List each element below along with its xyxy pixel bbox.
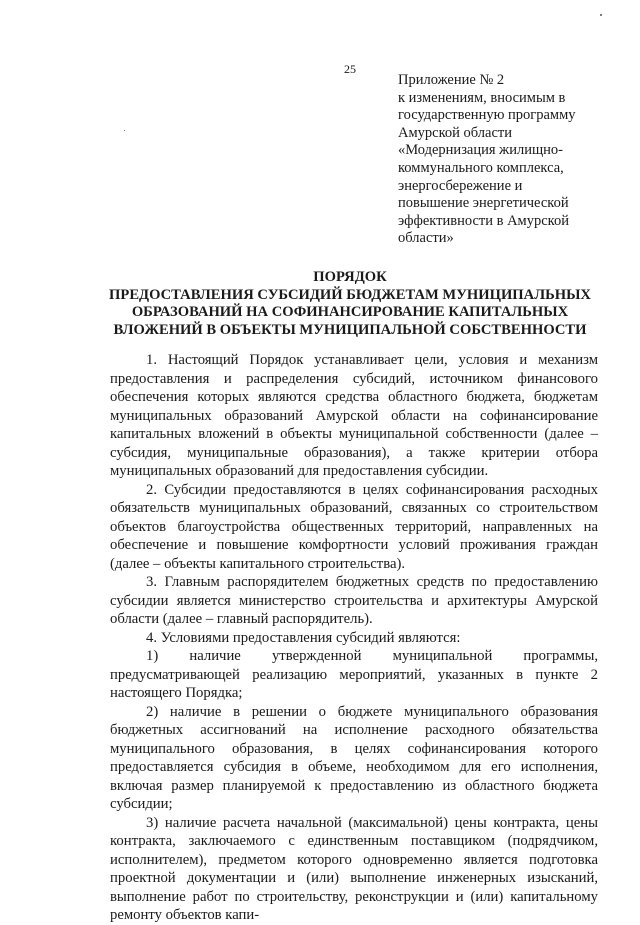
appendix-line: Амурской области: [398, 124, 512, 141]
document-heading: [90, 269, 610, 339]
paragraph-4: 4. Условиями предоставления субсидий являются:: [146, 629, 461, 646]
heading-title: ПОРЯДОК: [313, 269, 387, 285]
paragraph-2: 2. Субсидии предоставляются в целях софинансирования расходных обязательств муниципальных образований, связанных со строительством объектов благоустройства общественных территорий, направленных на обеспечение и повышение комфортности условий проживания граждан (далее – объекты капитального строительства).: [110, 481, 598, 572]
appendix-line: эффективности в Амурской: [398, 212, 569, 229]
paragraph-4-item-3: 3) наличие расчета начальной (максимальной) цены контракта, цены контракта, заключаемого с единственным поставщиком (подрядчиком, исполнителем), предметом которого одновременно является подготовка проектной документации и (или) выполнение инженерных изысканий, выполнение работ по строительству, реконструкции и (или) капитальному ремонту объектов капи-: [110, 814, 598, 923]
page-number: 25: [344, 62, 356, 76]
paragraph-4-item-2: 2) наличие в решении о бюджете муниципального образования бюджетных ассигнований на исполнение расходного обязательства муниципального образования, в целях софинансирования которого предоставляется субсидия в объеме, необходимом для его исполнения, включая размер планируемой к предоставлению из областного бюджета субсидии;: [110, 703, 598, 812]
heading-line: ВЛОЖЕНИЙ В ОБЪЕКТЫ МУНИЦИПАЛЬНОЙ СОБСТВЕННОСТИ: [113, 321, 587, 338]
scan-speck: [124, 130, 125, 131]
appendix-line: области»: [398, 230, 454, 247]
heading-line: ПРЕДОСТАВЛЕНИЯ СУБСИДИЙ БЮДЖЕТАМ МУНИЦИПАЛЬНЫХ: [109, 286, 591, 303]
paragraph-3: 3. Главным распорядителем бюджетных средств по предоставлению субсидии является министерство строительства и архитектуры Амурской области (далее – главный распорядитель).: [110, 574, 598, 627]
paragraph-1: 1. Настоящий Порядок устанавливает цели, условия и механизм предоставления и распределения субсидий, источником финансового обеспечения которых являются средства областного бюджета, бюджетам муниципальных образований Амурской области на софинансирование капитальных вложений в объекты муниципальной собственности (далее – субсидия, муниципальные образования), а также критерии отбора муниципальных образований для предоставления субсидии.: [110, 352, 598, 479]
scan-speck: [600, 14, 602, 16]
appendix-line: государственную программу: [398, 107, 576, 124]
appendix-note: [398, 72, 598, 248]
appendix-line: энергосбережение и: [398, 177, 523, 194]
document-body: [110, 351, 598, 925]
appendix-line: к изменениям, вносимым в: [398, 89, 566, 106]
appendix-line: повышение энергетической: [398, 195, 569, 212]
appendix-line: Приложение № 2: [398, 72, 505, 88]
heading-line: ОБРАЗОВАНИЙ НА СОФИНАНСИРОВАНИЕ КАПИТАЛЬНЫХ: [131, 304, 569, 320]
paragraph-4-item-1: 1) наличие утвержденной муниципальной программы, предусматривающей реализацию мероприятий, указанных в пункте 2 настоящего Порядка;: [110, 648, 598, 701]
appendix-line: коммунального комплекса,: [398, 159, 564, 176]
appendix-line: «Модернизация жилищно-: [398, 142, 563, 159]
